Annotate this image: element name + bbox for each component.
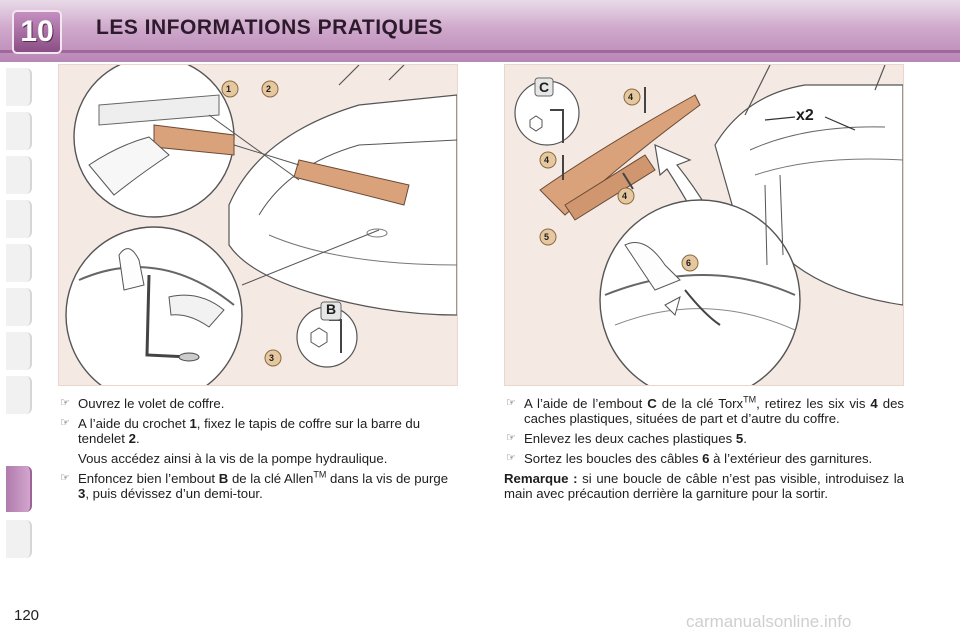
callout-4c: 4 (622, 191, 628, 201)
left-step-2: ☞ A l’aide du crochet 1, fixez le tapis de coffre sur la barre du tendelet 2. (60, 416, 421, 446)
hand-pointer-icon: ☞ (60, 397, 70, 409)
chapter-tab-8[interactable] (6, 376, 32, 414)
hand-pointer-icon: ☞ (506, 432, 516, 444)
callout-4a: 4 (628, 92, 634, 102)
trunk-carpet-drawing (59, 65, 457, 385)
hand-pointer-icon: ☞ (60, 417, 70, 429)
trunk-cover-illustration (504, 64, 904, 386)
callout-6: 6 (686, 258, 692, 268)
chapter-tab-10[interactable] (6, 520, 32, 558)
watermark: carmanualsonline.info (686, 612, 852, 631)
chapter-tab-4[interactable] (6, 200, 32, 238)
tool-label-b: B (326, 301, 337, 317)
header-divider (0, 50, 960, 53)
right-instructions (504, 396, 904, 501)
trunk-cover-drawing (505, 65, 903, 385)
chapter-tab-active[interactable] (6, 466, 32, 512)
hand-pointer-icon: ☞ (506, 397, 516, 409)
left-step-3: ☞ Enfoncez bien l’embout B de la clé Allen™ dans la vis de purge 3, puis dévissez d’un demi-tour. (60, 469, 449, 501)
chapter-tab-2[interactable] (6, 112, 32, 150)
chapter-tab-1[interactable] (6, 68, 32, 106)
chapter-tab-6[interactable] (6, 288, 32, 326)
callout-3: 3 (269, 353, 275, 363)
multiplier-label: x2 (796, 107, 814, 124)
hand-pointer-icon: ☞ (506, 452, 516, 464)
page-title: LES INFORMATIONS PRATIQUES (96, 16, 444, 39)
hand-pointer-icon: ☞ (60, 472, 70, 484)
page-number: 120 (14, 607, 40, 624)
chapter-number-badge: 10 (12, 10, 62, 54)
left-note: Vous accédez ainsi à la vis de la pompe hydraulique. (78, 451, 388, 466)
chapter-side-tabs (0, 64, 34, 574)
callout-2: 2 (266, 84, 272, 94)
chapter-tab-5[interactable] (6, 244, 32, 282)
chapter-tab-3[interactable] (6, 156, 32, 194)
callout-5: 5 (544, 232, 550, 242)
right-remark: Remarque : si une boucle de câble n’est pas visible, introduisez la main avec précaution derrière la garniture pour la sortir. (504, 471, 904, 501)
chapter-tab-7[interactable] (6, 332, 32, 370)
tool-label-c: C (539, 79, 550, 95)
left-instructions (58, 396, 458, 506)
callout-4b: 4 (544, 155, 550, 165)
right-step-1: ☞ A l’aide de l’embout C de la clé Torx™, retirez les six vis 4 des caches plastiques, situées de part et d’autre du coffre. (506, 394, 904, 426)
left-step-1: ☞ Ouvrez le volet de coffre. (60, 396, 225, 411)
right-step-2: ☞ Enlevez les deux caches plastiques 5. (506, 431, 747, 446)
callout-1: 1 (226, 84, 232, 94)
right-step-3: ☞ Sortez les boucles des câbles 6 à l’extérieur des garnitures. (506, 451, 873, 466)
trunk-carpet-illustration (58, 64, 458, 386)
